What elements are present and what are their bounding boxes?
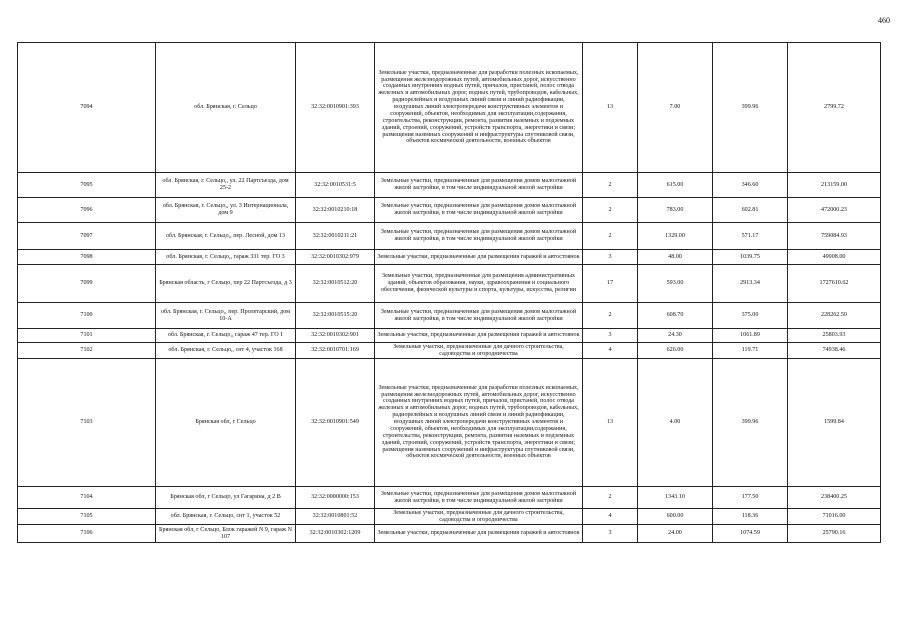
area-cell: 1329.00 xyxy=(638,223,713,250)
cadastral-value-cell: 49908.00 xyxy=(788,250,881,265)
address-cell: обл. Брянская, г. Сельцо,, гараж 331 тер. ГО 3 xyxy=(156,250,296,265)
cadastral-number-cell: 32:32:0010531:5 xyxy=(296,173,375,198)
cadastral-value-cell: 759084.93 xyxy=(788,223,881,250)
area-cell: 626.00 xyxy=(638,343,713,359)
cadastral-value-cell: 472000.23 xyxy=(788,198,881,223)
rate-cell: 346.60 xyxy=(713,173,788,198)
category-code-cell: 2 xyxy=(583,487,638,509)
row-number-cell: 7102 xyxy=(18,343,156,359)
table-row xyxy=(18,525,881,543)
row-number-cell: 7096 xyxy=(18,198,156,223)
table-row xyxy=(18,329,881,343)
table-row xyxy=(18,265,881,303)
area-cell: 783.00 xyxy=(638,198,713,223)
rate-cell: 1074.59 xyxy=(713,525,788,543)
land-purpose-cell: Земельные участки, предназначенные для размещения административных зданий, объектов образования, науки, здравоохранения и социального обеспечения, физической культуры и спорта, культуры, искусства, религии xyxy=(375,265,583,303)
cadastral-number-cell: 32:32:0010211:21 xyxy=(296,223,375,250)
category-code-cell: 2 xyxy=(583,303,638,329)
table-row xyxy=(18,359,881,487)
cadastral-number-cell: 32:32:0010515:20 xyxy=(296,303,375,329)
cadastral-number-cell: 32:32:0010210:18 xyxy=(296,198,375,223)
cadastral-number-cell: 32:32:0000000:153 xyxy=(296,487,375,509)
land-purpose-cell: Земельные участки, предназначенные для размещения домов малоэтажной жилой застройки, в том числе индивидуальной жилой застройки xyxy=(375,198,583,223)
cadastral-value-cell: 213159.00 xyxy=(788,173,881,198)
category-code-cell: 13 xyxy=(583,43,638,173)
cadastral-number-cell: 32:32:0010801:52 xyxy=(296,509,375,525)
address-cell: Брянская область, г Сельцо, пер 22 Партсъезда, д 3 xyxy=(156,265,296,303)
area-cell: 600.00 xyxy=(638,509,713,525)
row-number-cell: 7104 xyxy=(18,487,156,509)
cadastral-value-cell: 238400.25 xyxy=(788,487,881,509)
address-cell: обл. Брянская, г. Сельцо,, ул. 3 Интернационала, дом 9 xyxy=(156,198,296,223)
area-cell: 48.00 xyxy=(638,250,713,265)
land-purpose-cell: Земельные участки, предназначенные для размещения гаражей и автостоянок xyxy=(375,525,583,543)
cadastral-value-cell: 228262.50 xyxy=(788,303,881,329)
land-purpose-cell: Земельные участки, предназначенные для размещения домов малоэтажной жилой застройки, в том числе индивидуальной жилой застройки xyxy=(375,173,583,198)
area-cell: 4.00 xyxy=(638,359,713,487)
row-number-cell: 7094 xyxy=(18,43,156,173)
land-registry-table xyxy=(17,42,881,543)
table-row xyxy=(18,250,881,265)
address-cell: обл. Брянская, г. Сельцо, снт 1, участок 52 xyxy=(156,509,296,525)
area-cell: 615.00 xyxy=(638,173,713,198)
category-code-cell: 3 xyxy=(583,525,638,543)
area-cell: 24.00 xyxy=(638,525,713,543)
row-number-cell: 7103 xyxy=(18,359,156,487)
cadastral-value-cell: 74938.46 xyxy=(788,343,881,359)
table-row xyxy=(18,303,881,329)
table-row xyxy=(18,43,881,173)
cadastral-number-cell: 32:32:0010302:979 xyxy=(296,250,375,265)
table-row xyxy=(18,223,881,250)
category-code-cell: 13 xyxy=(583,359,638,487)
land-purpose-cell: Земельные участки, предназначенные для разработки полезных ископаемых, размещения железнодорожных путей, автомобильных дорог, искусственно созданных внутренних водных путей, причалов, пристаней, полос отвода железных и автомобильных дорог, водных путей, трубопроводов, кабельных, радиорелейных и воздушных линий связи и линий радиофикации, воздушных линий электропередачи конструктивных элементов и сооружений, объектов, необходимых для эксплуатации,содержания, строительства, реконструкции, ремонта, развития наземных и подземных зданий, строений, сооружений, устройств транспорта, энергетики и связи; размещения наземных сооружений и инфраструктуры спутниковой связи, объектов космической деятельности, военных объектов xyxy=(375,359,583,487)
address-cell: Брянская обл, г Сельцо xyxy=(156,359,296,487)
rate-cell: 602.81 xyxy=(713,198,788,223)
row-number-cell: 7099 xyxy=(18,265,156,303)
cadastral-value-cell: 25803.93 xyxy=(788,329,881,343)
table-row xyxy=(18,343,881,359)
land-purpose-cell: Земельные участки, предназначенные для размещения гаражей и автостоянок xyxy=(375,250,583,265)
cadastral-number-cell: 32:32:0010302:901 xyxy=(296,329,375,343)
land-purpose-cell: Земельные участки, предназначенные для размещения домов малоэтажной жилой застройки, в том числе индивидуальной жилой застройки xyxy=(375,487,583,509)
category-code-cell: 2 xyxy=(583,198,638,223)
category-code-cell: 3 xyxy=(583,250,638,265)
table-row xyxy=(18,198,881,223)
rate-cell: 1061.89 xyxy=(713,329,788,343)
area-cell: 1343.10 xyxy=(638,487,713,509)
rate-cell: 375.00 xyxy=(713,303,788,329)
land-purpose-cell: Земельные участки, предназначенные для размещения домов малоэтажной жилой застройки, в том числе индивидуальной жилой застройки xyxy=(375,303,583,329)
rate-cell: 119.71 xyxy=(713,343,788,359)
cadastral-number-cell: 32:32:0010512:20 xyxy=(296,265,375,303)
category-code-cell: 4 xyxy=(583,509,638,525)
rate-cell: 118.36 xyxy=(713,509,788,525)
address-cell: обл. Брянская, г. Сельцо,, пер. Пролетарский, дом 10-А xyxy=(156,303,296,329)
category-code-cell: 4 xyxy=(583,343,638,359)
area-cell: 7.00 xyxy=(638,43,713,173)
address-cell: Брянская обл, г Сельцо, Блок гаражей N 9, гараж N 107 xyxy=(156,525,296,543)
area-cell: 593.00 xyxy=(638,265,713,303)
rate-cell: 1039.75 xyxy=(713,250,788,265)
row-number-cell: 7097 xyxy=(18,223,156,250)
category-code-cell: 3 xyxy=(583,329,638,343)
address-cell: обл. Брянская, г. Сельцо,, ул. 22 Партсъезда, дом 25-2 xyxy=(156,173,296,198)
land-purpose-cell: Земельные участки, предназначенные для размещения гаражей и автостоянок xyxy=(375,329,583,343)
rate-cell: 399.96 xyxy=(713,359,788,487)
cadastral-number-cell: 32:32:0010302:1209 xyxy=(296,525,375,543)
cadastral-number-cell: 32:32:0010901:393 xyxy=(296,43,375,173)
row-number-cell: 7098 xyxy=(18,250,156,265)
table-body xyxy=(18,43,881,543)
table-row xyxy=(18,487,881,509)
row-number-cell: 7100 xyxy=(18,303,156,329)
rate-cell: 399.96 xyxy=(713,43,788,173)
address-cell: обл. Брянская, г. Сельцо xyxy=(156,43,296,173)
cadastral-number-cell: 32:32:0010701:169 xyxy=(296,343,375,359)
table-row xyxy=(18,509,881,525)
table-row xyxy=(18,173,881,198)
category-code-cell: 2 xyxy=(583,223,638,250)
cadastral-value-cell: 25790.16 xyxy=(788,525,881,543)
category-code-cell: 17 xyxy=(583,265,638,303)
rate-cell: 571.17 xyxy=(713,223,788,250)
cadastral-value-cell: 71016.00 xyxy=(788,509,881,525)
row-number-cell: 7106 xyxy=(18,525,156,543)
rate-cell: 2913.34 xyxy=(713,265,788,303)
cadastral-number-cell: 32:32:0010901:549 xyxy=(296,359,375,487)
category-code-cell: 2 xyxy=(583,173,638,198)
area-cell: 24.30 xyxy=(638,329,713,343)
land-purpose-cell: Земельные участки, предназначенные для дачного строительства, садоводства и огородничества xyxy=(375,343,583,359)
address-cell: Брянская обл, г Сельцо, ул Гагарина, д 2 В xyxy=(156,487,296,509)
row-number-cell: 7095 xyxy=(18,173,156,198)
area-cell: 608.70 xyxy=(638,303,713,329)
address-cell: обл. Брянская, г. Сельцо,, гараж 47 тер. ГО 1 xyxy=(156,329,296,343)
address-cell: обл. Брянская, г. Сельцо,, снт 4, участок 168 xyxy=(156,343,296,359)
row-number-cell: 7101 xyxy=(18,329,156,343)
land-purpose-cell: Земельные участки, предназначенные для размещения домов малоэтажной жилой застройки, в том числе индивидуальной жилой застройки xyxy=(375,223,583,250)
cadastral-value-cell: 1599.84 xyxy=(788,359,881,487)
land-purpose-cell: Земельные участки, предназначенные для дачного строительства, садоводства и огородничества xyxy=(375,509,583,525)
row-number-cell: 7105 xyxy=(18,509,156,525)
page-number: 460 xyxy=(878,16,890,25)
land-purpose-cell: Земельные участки, предназначенные для разработки полезных ископаемых, размещения железнодорожных путей, автомобильных дорог, искусственно созданных внутренних водных путей, причалов, пристаней, полос отвода железных и автомобильных дорог, водных путей, трубопроводов, кабельных, радиорелейных и воздушных линий связи и линий радиофикации, воздушных линий электропередачи конструктивных элементов и сооружений, объектов, необходимых для эксплуатации,содержания, строительства, реконструкции, ремонта, развития наземных и подземных зданий, строений, сооружений, устройств транспорта, энергетики и связи; размещения наземных сооружений и инфраструктуры спутниковой связи, объектов космической деятельности, военных объектов xyxy=(375,43,583,173)
rate-cell: 177.50 xyxy=(713,487,788,509)
cadastral-value-cell: 2799.72 xyxy=(788,43,881,173)
address-cell: обл. Брянская, г. Сельцо,, пер. Лесной, дом 13 xyxy=(156,223,296,250)
cadastral-value-cell: 1727610.62 xyxy=(788,265,881,303)
